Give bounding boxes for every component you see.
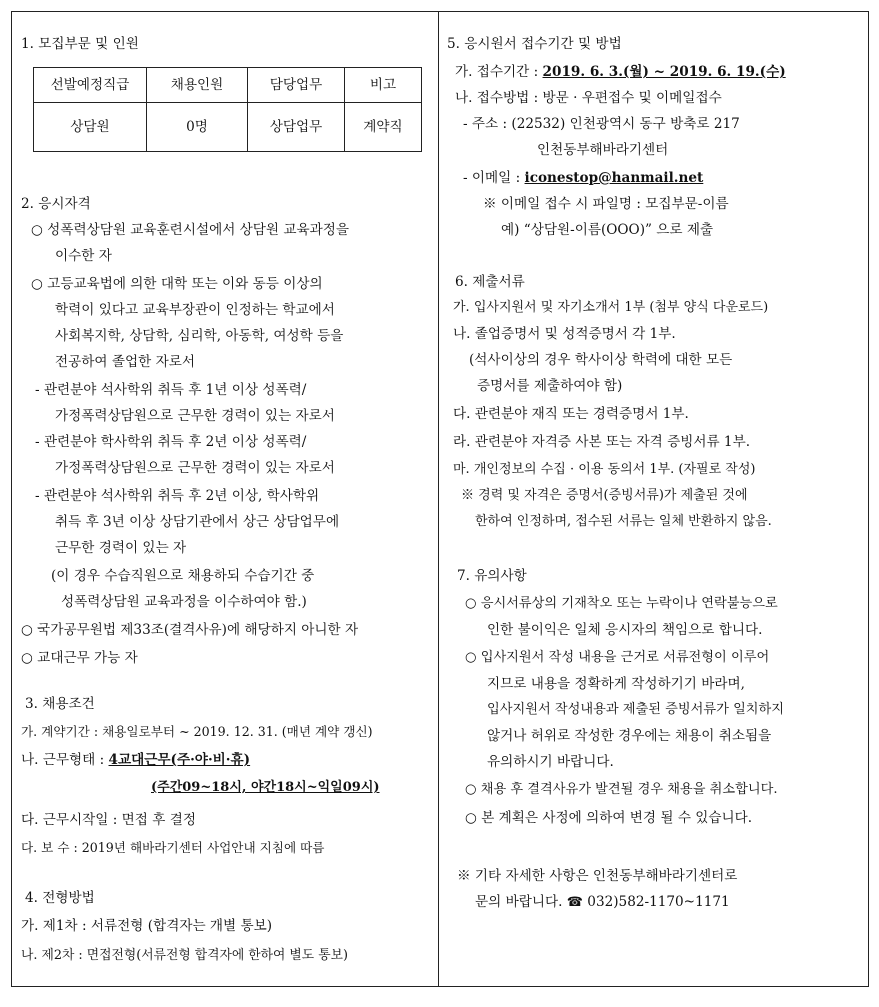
condition-work-type-value: 4교대근무(주·야·비·휴) <box>108 752 251 768</box>
qualification-note-cont: 성폭력상담원 교육과정을 이수하여야 함.) <box>61 594 307 610</box>
condition-work-type <box>21 747 250 773</box>
footer-note: ※ 기타 자세한 사항은 인천동부해바라기센터로 <box>457 868 738 884</box>
condition-contract-period: 가. 계약기간 : 채용일로부터 ~ 2019. 12. 31. (매년 계약 갱신) <box>21 724 373 739</box>
caution-item: ○ 채용 후 결격사유가 발견될 경우 채용을 취소합니다. <box>465 782 778 797</box>
condition-salary: 다. 보 수 : 2019년 해바라기센터 사업안내 지침에 따름 <box>21 840 325 855</box>
caution-item-cont: 입사지원서 작성내용과 제출된 증빙서류가 일치하지 <box>487 702 785 717</box>
document-item-note: (석사이상의 경우 학사이상 학력에 대한 모든 <box>469 352 733 368</box>
email-filename-note: ※ 이메일 접수 시 파일명 : 모집부문-이름 <box>483 196 729 212</box>
qualification-subitem-cont: 근무한 경력이 있는 자 <box>55 540 187 556</box>
email-filename-example: 예) “상담원-이름(OOO)” 으로 제출 <box>501 222 714 238</box>
selection-step-1: 가. 제1차 : 서류전형 (합격자는 개별 통보) <box>21 918 273 934</box>
section-2-title: 2. 응시자격 <box>21 196 91 212</box>
caution-item-cont: 인한 불이익은 일체 응시자의 책임으로 합니다. <box>487 622 763 638</box>
application-address-cont: 인천동부해바라기센터 <box>537 142 669 158</box>
qualification-item-cont: 전공하여 졸업한 자로서 <box>55 354 195 370</box>
footer-phone-number: 032)582-1170~1171 <box>582 894 730 910</box>
application-address: - 주소 : (22532) 인천광역시 동구 방축로 217 <box>463 116 740 132</box>
qualification-note: (이 경우 수습직원으로 채용하되 수습기간 중 <box>51 568 315 584</box>
qualification-subitem: - 관련분야 학사학위 취득 후 2년 이상 성폭력/ <box>35 434 307 450</box>
application-period-label: 가. 접수기간 : <box>455 64 543 80</box>
qualification-subitem: - 관련분야 석사학위 취득 후 2년 이상, 학사학위 <box>35 488 320 504</box>
qualification-item: ○ 고등교육법에 의한 대학 또는 이와 동등 이상의 <box>31 276 323 292</box>
qualification-subitem: - 관련분야 석사학위 취득 후 1년 이상 성폭력/ <box>35 382 307 398</box>
qualification-item: ○ 국가공무원법 제33조(결격사유)에 해당하지 아니한 자 <box>21 622 359 638</box>
table-cell: 상담업무 <box>248 103 345 152</box>
condition-work-type-label: 나. 근무형태 : <box>21 752 109 768</box>
section-7-title: 7. 유의사항 <box>457 568 527 584</box>
caution-item: ○ 응시서류상의 기재착오 또는 누락이나 연락불능으로 <box>465 596 778 611</box>
section-4-title: 4. 전형방법 <box>25 890 95 906</box>
qualification-subitem-cont: 취득 후 3년 이상 상담기관에서 상근 상담업무에 <box>55 514 340 530</box>
document-item: 가. 입사지원서 및 자기소개서 1부 (첨부 양식 다운로드) <box>453 300 769 315</box>
table-header-cell: 담당업무 <box>248 68 345 103</box>
table-cell: 0명 <box>147 103 248 152</box>
condition-start-date: 다. 근무시작일 : 면접 후 결정 <box>21 812 196 828</box>
table-cell: 계약직 <box>345 103 422 152</box>
document-item: 다. 관련분야 재직 또는 경력증명서 1부. <box>453 406 689 422</box>
email-label: - 이메일 : <box>463 170 525 186</box>
caution-item-cont: 유의하시기 바랍니다. <box>487 754 614 770</box>
document-note: ※ 경력 및 자격은 증명서(증빙서류)가 제출된 것에 <box>461 488 748 503</box>
table-cell: 상담원 <box>34 103 147 152</box>
caution-item-cont: 지므로 내용을 정확하게 작성하기기 바라며, <box>487 676 745 692</box>
caution-item-cont: 않거나 허위로 작성한 경우에는 채용이 취소됨을 <box>487 728 772 744</box>
section-5-title: 5. 응시원서 접수기간 및 방법 <box>447 36 622 52</box>
document-item: 마. 개인정보의 수집 · 이용 동의서 1부. (자필로 작성) <box>453 462 756 477</box>
footer-contact <box>475 889 730 916</box>
table-header-cell: 비고 <box>345 68 422 103</box>
qualification-subitem-cont: 가정폭력상담원으로 근무한 경력이 있는 자로서 <box>55 460 335 476</box>
document-item-note-cont: 증명서를 제출하여야 함) <box>477 378 623 394</box>
application-email-line <box>463 165 703 191</box>
section-3-title: 3. 채용조건 <box>25 696 95 712</box>
document-note-cont: 한하여 인정하며, 접수된 서류는 일체 반환하지 않음. <box>475 514 772 529</box>
table-header-cell: 채용인원 <box>147 68 248 103</box>
qualification-item: ○ 성폭력상담원 교육훈련시설에서 상담원 교육과정을 <box>31 222 350 238</box>
section-6-title: 6. 제출서류 <box>455 274 525 290</box>
application-method: 나. 접수방법 : 방문 · 우편접수 및 이메일접수 <box>455 90 722 106</box>
column-divider <box>438 11 439 987</box>
qualification-item: ○ 교대근무 가능 자 <box>21 650 138 666</box>
caution-item: ○ 본 계획은 사정에 의하여 변경 될 수 있습니다. <box>465 810 753 826</box>
email-link[interactable]: iconestop@hanmail.net <box>524 170 704 186</box>
table-header-cell: 선발예정직급 <box>34 68 147 103</box>
qualification-item-cont: 사회복지학, 상담학, 심리학, 아동학, 여성학 등을 <box>55 328 344 344</box>
qualification-item-cont: 이수한 자 <box>55 248 112 264</box>
selection-step-2: 나. 제2차 : 면접전형(서류전형 합격자에 한하여 별도 통보) <box>21 948 348 963</box>
document-item: 나. 졸업증명서 및 성적증명서 각 1부. <box>453 326 676 342</box>
recruitment-table <box>33 67 422 152</box>
phone-icon: ☎ <box>566 895 583 910</box>
qualification-subitem-cont: 가정폭력상담원으로 근무한 경력이 있는 자로서 <box>55 408 335 424</box>
qualification-item-cont: 학력이 있다고 교육부장관이 인정하는 학교에서 <box>55 302 335 318</box>
table-row <box>34 103 422 152</box>
condition-work-hours: (주간09~18시, 야간18시~익일09시) <box>151 780 380 795</box>
application-period <box>455 59 786 85</box>
application-period-value: 2019. 6. 3.(월) ~ 2019. 6. 19.(수) <box>542 64 786 80</box>
footer-contact-text: 문의 바랍니다. <box>475 894 567 910</box>
document-item: 라. 관련분야 자격증 사본 또는 자격 증빙서류 1부. <box>453 434 751 450</box>
table-header-row <box>34 68 422 103</box>
caution-item: ○ 입사지원서 작성 내용을 근거로 서류전형이 이루어 <box>465 650 770 665</box>
section-1-title: 1. 모집부문 및 인원 <box>21 36 139 52</box>
